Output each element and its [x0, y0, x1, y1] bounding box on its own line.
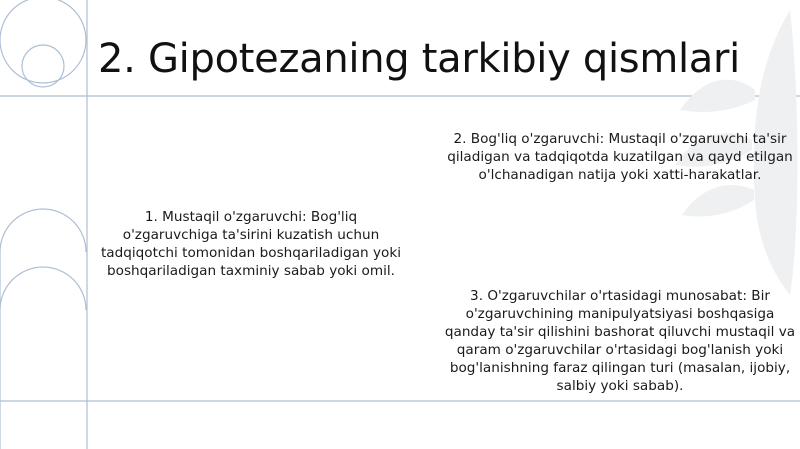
point-independent-variable: 1. Mustaqil o'zgaruvchi: Bog'liq o'zgaruvchiga ta'sirini kuzatish uchun tadqiqotchi tomonidan boshqariladigan yoki boshqariladigan taxminiy sabab yoki omil. [100, 209, 402, 279]
point-dependent-variable: 2. Bog'liq o'zgaruvchi: Mustaqil o'zgaruvchi ta'sir qiladigan va tadqiqotda kuzatilgan va qayd etilgan o'lchanadigan natija yoki xatti-harakatlar. [447, 131, 793, 183]
point-variable-relationship: 3. O'zgaruvchilar o'rtasidagi munosabat: Bir o'zgaruvchining manipulyatsiyasi boshqasiga qanday ta'sir qilishini bashorat qiluvchi mustaqil va qaram o'zgaruvchilar o'rtasidagi bog'lanish yoki bog'lanishning faraz qilingan turi (masalan, ijobiy, salbiy yoki sabab). [444, 288, 796, 394]
slide-title: 2. Gipotezaning tarkibiy qismlari [98, 35, 740, 82]
